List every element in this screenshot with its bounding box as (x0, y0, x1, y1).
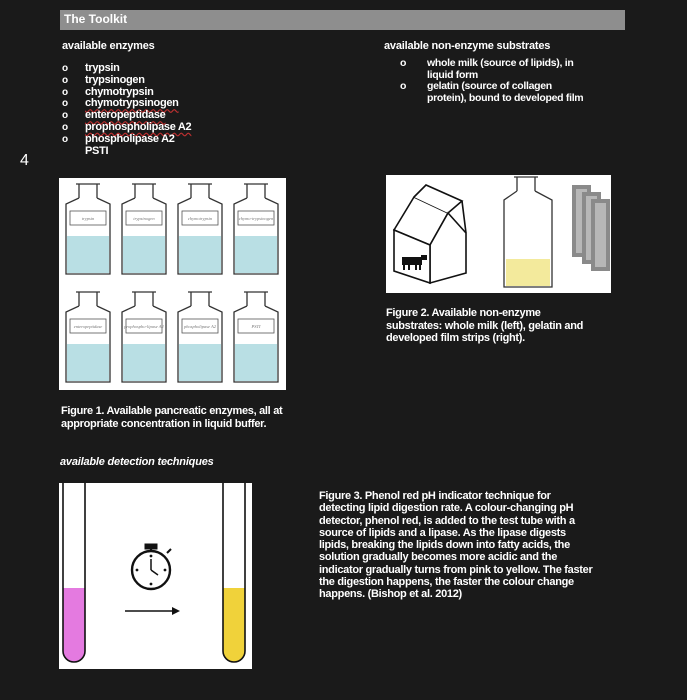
bottle-label: trypsin (81, 216, 95, 221)
detection-heading: available detection techniques (60, 456, 214, 468)
list-item: o whole milk (source of lipids), in liquid form (400, 57, 574, 81)
bottle-enteropeptidase (66, 292, 110, 382)
bottle-label: chymotrypsin (187, 216, 213, 221)
figure1-caption: Figure 1. Available pancreatic enzymes, all at appropriate concentration in liquid buffer. (61, 405, 283, 430)
list-item: PSTI (85, 144, 109, 157)
bottle-trypsin (66, 184, 110, 274)
bottle-phospholipase (178, 292, 222, 382)
bottle-label: prophospho-lipase A2 (124, 324, 164, 329)
test-tube-yellow (223, 483, 245, 662)
substrate-list (400, 58, 630, 104)
figure3-caption: Figure 3. Phenol red pH indicator technique for detecting lipid digestion rate. A colour-changing pH detector, phenol red, is added to the test tube with a source of lipids and a lipase. As the lipase digests lipids, breaking the lipids down into fatty acids, the solution gradually becomes more acidic and the indicator gradually turns from pink to yellow. The faster the digestion happens, the faster the colour change happens. (Bishop et al. 2012) (319, 490, 593, 601)
arrow-right-icon (125, 607, 180, 615)
figure3-panel (59, 483, 252, 669)
test-tube-pink (63, 483, 85, 662)
bottle-chymotrypsinogen (234, 184, 278, 274)
phenol-red-figure (59, 483, 252, 669)
stopwatch-icon (132, 544, 171, 589)
enzyme-bottles-figure (59, 178, 286, 390)
list-item: o trypsinogen (62, 73, 145, 86)
bottle-label: PSTI (251, 324, 261, 329)
list-item: o prophospholipase A2 (62, 120, 192, 133)
toolkit-title-bar (60, 10, 625, 30)
bottle-trypsinogen (122, 184, 166, 274)
bottle-chymotrypsin (178, 184, 222, 274)
bottle-label: enteropeptidase (73, 324, 103, 329)
substrates-figure (386, 175, 611, 293)
margin-marker: 4 (20, 152, 29, 169)
bottle-label: trypsinogen (133, 216, 155, 221)
bottle-prophospholipase (122, 292, 166, 382)
bottle-psti (234, 292, 278, 382)
list-item: o chymotrypsinogen (62, 97, 179, 110)
bottle-label: phospholipase A2 (183, 324, 217, 329)
figure2-panel (386, 175, 611, 293)
substrates-heading: available non-enzyme substrates (384, 40, 551, 52)
list-item: o gelatin (source of collagen protein), bound to developed film (400, 80, 584, 104)
bottle-label: chymo-trypsinogen (238, 216, 274, 221)
enzyme-list (62, 63, 191, 157)
film-strips (572, 185, 610, 271)
figure2-caption: Figure 2. Available non-enzyme substrates: whole milk (left), gelatin and developed film strips (right). (386, 307, 584, 344)
list-item: o phospholipase A2 (62, 132, 175, 145)
list-item: o chymotrypsin (62, 85, 154, 98)
toolkit-title: The Toolkit (64, 12, 128, 26)
list-item: o trypsin (62, 62, 120, 74)
enzymes-heading: available enzymes (62, 40, 155, 52)
gelatin-bottle (504, 177, 552, 287)
list-item: o enteropeptidase (62, 109, 166, 122)
figure1-panel (59, 178, 286, 390)
